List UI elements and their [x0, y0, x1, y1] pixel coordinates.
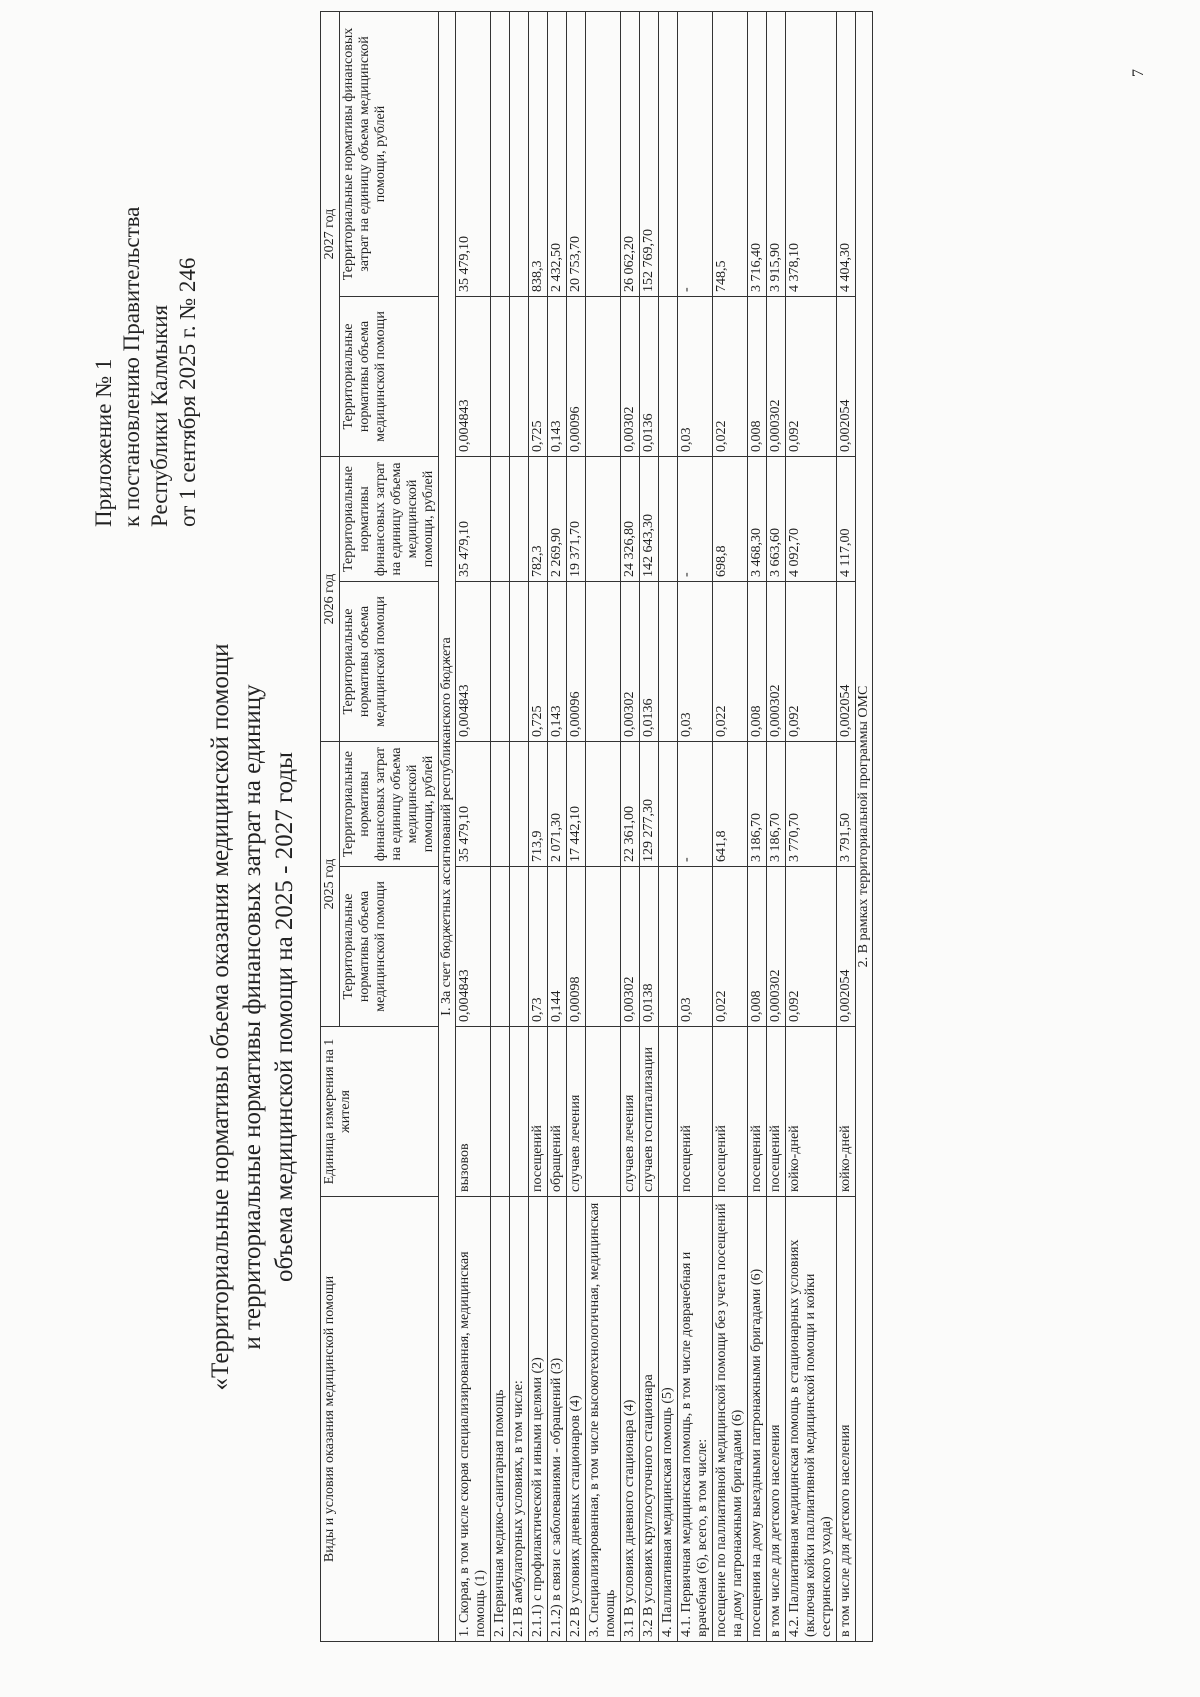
- volume-cell: [491, 297, 510, 457]
- header-volume: Территориальные нормативы объема медицинской помощи: [340, 582, 439, 742]
- kind-cell: 4. Паллиативная медицинская помощь (5): [659, 1197, 678, 1642]
- table-row: [548, 12, 567, 1642]
- kind-cell: посещение по паллиативной медицинской помощи без учета посещений на дому патронажными бригадами (6): [713, 1197, 748, 1642]
- volume-cell: [586, 582, 621, 742]
- table-row: [640, 12, 659, 1642]
- norms-table: [320, 11, 873, 1642]
- header-cost: Территориальные нормативы финансовых затрат на единицу объема медицинской помощи, рублей: [340, 457, 439, 582]
- volume-cell: 0,022: [713, 297, 748, 457]
- volume-cell: 0,004843: [456, 582, 491, 742]
- volume-cell: 0,03: [678, 867, 713, 1027]
- cost-cell: [510, 12, 529, 297]
- volume-cell: [491, 867, 510, 1027]
- table-row: [837, 12, 856, 1642]
- volume-cell: 0,000302: [767, 867, 786, 1027]
- kind-cell: посещения на дому выездными патронажными бригадами (6): [748, 1197, 767, 1642]
- volume-cell: 0,0138: [640, 867, 659, 1027]
- header-year: 2025 год: [321, 742, 340, 1027]
- volume-cell: 0,00302: [621, 867, 640, 1027]
- table-row: [767, 12, 786, 1642]
- unit-cell: [586, 1027, 621, 1197]
- volume-cell: [659, 867, 678, 1027]
- volume-cell: [586, 297, 621, 457]
- appendix-line: от 1 сентября 2025 г. № 246: [175, 257, 200, 527]
- cost-cell: [659, 12, 678, 297]
- header-kind: Виды и условия оказания медицинской помощи: [321, 1197, 439, 1642]
- kind-cell: 2.1.2) в связи с заболеваниями - обращений (3): [548, 1197, 567, 1642]
- cost-cell: 4 404,30: [837, 12, 856, 297]
- appendix-line: к постановлению Правительства: [119, 206, 144, 527]
- volume-cell: 0,092: [786, 582, 837, 742]
- cost-cell: 142 643,30: [640, 457, 659, 582]
- header-unit: Единица измерения на 1 жителя: [321, 1027, 439, 1197]
- unit-cell: койко-дней: [786, 1027, 837, 1197]
- table-row: [529, 12, 548, 1642]
- table-body: [439, 12, 873, 1642]
- appendix-line: Республики Калмыкия: [147, 304, 172, 527]
- cost-cell: 24 326,80: [621, 457, 640, 582]
- unit-cell: [659, 1027, 678, 1197]
- cost-cell: [586, 12, 621, 297]
- unit-cell: вызовов: [456, 1027, 491, 1197]
- volume-cell: 0,0136: [640, 297, 659, 457]
- table-row: [586, 12, 621, 1642]
- cost-cell: 3 915,90: [767, 12, 786, 297]
- cost-cell: 152 769,70: [640, 12, 659, 297]
- unit-cell: [510, 1027, 529, 1197]
- table-row: [621, 12, 640, 1642]
- cost-cell: 4 117,00: [837, 457, 856, 582]
- kind-cell: 1. Скорая, в том числе скорая специализированная, медицинская помощь (1): [456, 1197, 491, 1642]
- cost-cell: -: [678, 742, 713, 867]
- cost-cell: [586, 457, 621, 582]
- cost-cell: 2 071,30: [548, 742, 567, 867]
- volume-cell: 0,004843: [456, 867, 491, 1027]
- unit-cell: посещений: [678, 1027, 713, 1197]
- kind-cell: 2.2 В условиях дневных стационаров (4): [567, 1197, 586, 1642]
- cost-cell: 19 371,70: [567, 457, 586, 582]
- volume-cell: 0,022: [713, 867, 748, 1027]
- header-cost: Территориальные нормативы финансовых затрат на единицу объема медицинской помощи, рублей: [340, 12, 439, 297]
- section-heading: I. За счет бюджетных ассигнований республиканского бюджета: [439, 12, 456, 1642]
- volume-cell: 0,00096: [567, 582, 586, 742]
- header-year: 2026 год: [321, 457, 340, 742]
- cost-cell: [510, 742, 529, 867]
- kind-cell: 4.2. Паллиативная медицинская помощь в стационарных условиях (включая койки паллиативной медицинской помощи и койки сестринского ухода): [786, 1197, 837, 1642]
- unit-cell: посещений: [713, 1027, 748, 1197]
- kind-cell: 3.2 В условиях круглосуточного стационара: [640, 1197, 659, 1642]
- volume-cell: [659, 297, 678, 457]
- kind-cell: в том числе для детского населения: [767, 1197, 786, 1642]
- volume-cell: 0,008: [748, 297, 767, 457]
- cost-cell: 2 432,50: [548, 12, 567, 297]
- volume-cell: 0,008: [748, 867, 767, 1027]
- cost-cell: 838,3: [529, 12, 548, 297]
- cost-cell: 35 479,10: [456, 12, 491, 297]
- volume-cell: [510, 582, 529, 742]
- volume-cell: 0,000302: [767, 297, 786, 457]
- header-cost: Территориальные нормативы финансовых затрат на единицу объема медицинской помощи, рублей: [340, 742, 439, 867]
- volume-cell: 0,73: [529, 867, 548, 1027]
- volume-cell: 0,000302: [767, 582, 786, 742]
- volume-cell: 0,00098: [567, 867, 586, 1027]
- volume-cell: 0,00302: [621, 582, 640, 742]
- cost-cell: [659, 457, 678, 582]
- page-number: 7: [1130, 69, 1147, 77]
- volume-cell: 0,725: [529, 297, 548, 457]
- unit-cell: посещений: [748, 1027, 767, 1197]
- cost-cell: 748,5: [713, 12, 748, 297]
- volume-cell: 0,092: [786, 297, 837, 457]
- volume-cell: 0,002054: [837, 867, 856, 1027]
- unit-cell: случаев лечения: [567, 1027, 586, 1197]
- cost-cell: 3 186,70: [767, 742, 786, 867]
- volume-cell: 0,004843: [456, 297, 491, 457]
- cost-cell: 698,8: [713, 457, 748, 582]
- volume-cell: 0,725: [529, 582, 548, 742]
- cost-cell: 4 092,70: [786, 457, 837, 582]
- cost-cell: -: [678, 12, 713, 297]
- unit-cell: случаев лечения: [621, 1027, 640, 1197]
- section-row: [856, 12, 873, 1642]
- volume-cell: 0,092: [786, 867, 837, 1027]
- table-row: [678, 12, 713, 1642]
- cost-cell: 3 468,30: [748, 457, 767, 582]
- volume-cell: 0,03: [678, 297, 713, 457]
- cost-cell: 782,3: [529, 457, 548, 582]
- cost-cell: 3 770,70: [786, 742, 837, 867]
- table-row: [786, 12, 837, 1642]
- unit-cell: [491, 1027, 510, 1197]
- unit-cell: посещений: [529, 1027, 548, 1197]
- unit-cell: койко-дней: [837, 1027, 856, 1197]
- kind-cell: 2.1 В амбулаторных условиях, в том числе:: [510, 1197, 529, 1642]
- cost-cell: -: [678, 457, 713, 582]
- unit-cell: обращений: [548, 1027, 567, 1197]
- kind-cell: 2.1.1) с профилактической и иными целями (2): [529, 1197, 548, 1642]
- unit-cell: случаев госпитализации: [640, 1027, 659, 1197]
- cost-cell: 4 378,10: [786, 12, 837, 297]
- volume-cell: [586, 867, 621, 1027]
- title-line: и территориальные нормативы финансовых затрат на единицу: [239, 684, 266, 1350]
- header-volume: Территориальные нормативы объема медицинской помощи: [340, 297, 439, 457]
- kind-cell: 3.1 В условиях дневного стационара (4): [621, 1197, 640, 1642]
- section-heading: 2. В рамках территориальной программы ОМС: [856, 12, 873, 1642]
- cost-cell: [510, 457, 529, 582]
- volume-cell: [510, 297, 529, 457]
- cost-cell: [491, 457, 510, 582]
- header-volume: Территориальные нормативы объема медицинской помощи: [340, 867, 439, 1027]
- cost-cell: 3 186,70: [748, 742, 767, 867]
- cost-cell: 3 791,50: [837, 742, 856, 867]
- cost-cell: 26 062,20: [621, 12, 640, 297]
- volume-cell: 0,00096: [567, 297, 586, 457]
- volume-cell: 0,022: [713, 582, 748, 742]
- table-row: [510, 12, 529, 1642]
- kind-cell: в том числе для детского населения: [837, 1197, 856, 1642]
- appendix-block: [90, 127, 202, 527]
- volume-cell: [659, 582, 678, 742]
- document-title: [205, 457, 301, 1577]
- volume-cell: 0,00302: [621, 297, 640, 457]
- table-row: [713, 12, 748, 1642]
- cost-cell: 641,8: [713, 742, 748, 867]
- volume-cell: 0,143: [548, 297, 567, 457]
- table-row: [659, 12, 678, 1642]
- volume-cell: 0,002054: [837, 297, 856, 457]
- cost-cell: 2 269,90: [548, 457, 567, 582]
- volume-cell: 0,002054: [837, 582, 856, 742]
- table-header: [321, 12, 439, 1642]
- table-row: [748, 12, 767, 1642]
- cost-cell: 3 716,40: [748, 12, 767, 297]
- unit-cell: посещений: [767, 1027, 786, 1197]
- cost-cell: 35 479,10: [456, 742, 491, 867]
- volume-cell: 0,0136: [640, 582, 659, 742]
- volume-cell: 0,144: [548, 867, 567, 1027]
- volume-cell: 0,03: [678, 582, 713, 742]
- cost-cell: [491, 742, 510, 867]
- table-row: [567, 12, 586, 1642]
- cost-cell: [586, 742, 621, 867]
- cost-cell: [659, 742, 678, 867]
- cost-cell: 3 663,60: [767, 457, 786, 582]
- kind-cell: 2. Первичная медико-санитарная помощь: [491, 1197, 510, 1642]
- volume-cell: [491, 582, 510, 742]
- title-line: «Территориальные нормативы объема оказания медицинской помощи: [207, 643, 234, 1391]
- volume-cell: 0,143: [548, 582, 567, 742]
- title-line: объема медицинской помощи на 2025 - 2027 годы: [271, 752, 298, 1282]
- cost-cell: 22 361,00: [621, 742, 640, 867]
- table-row: [491, 12, 510, 1642]
- kind-cell: 3. Специализированная, в том числе высокотехнологичная, медицинская помощь: [586, 1197, 621, 1642]
- appendix-line: Приложение № 1: [91, 358, 116, 527]
- kind-cell: 4.1. Первичная медицинская помощь, в том числе доврачебная и врачебная (6), всего, в том числе:: [678, 1197, 713, 1642]
- cost-cell: [491, 12, 510, 297]
- cost-cell: 20 753,70: [567, 12, 586, 297]
- cost-cell: 35 479,10: [456, 457, 491, 582]
- cost-cell: 713,9: [529, 742, 548, 867]
- cost-cell: 17 442,10: [567, 742, 586, 867]
- volume-cell: [510, 867, 529, 1027]
- volume-cell: 0,008: [748, 582, 767, 742]
- header-year: 2027 год: [321, 12, 340, 457]
- table-row: [456, 12, 491, 1642]
- cost-cell: 129 277,30: [640, 742, 659, 867]
